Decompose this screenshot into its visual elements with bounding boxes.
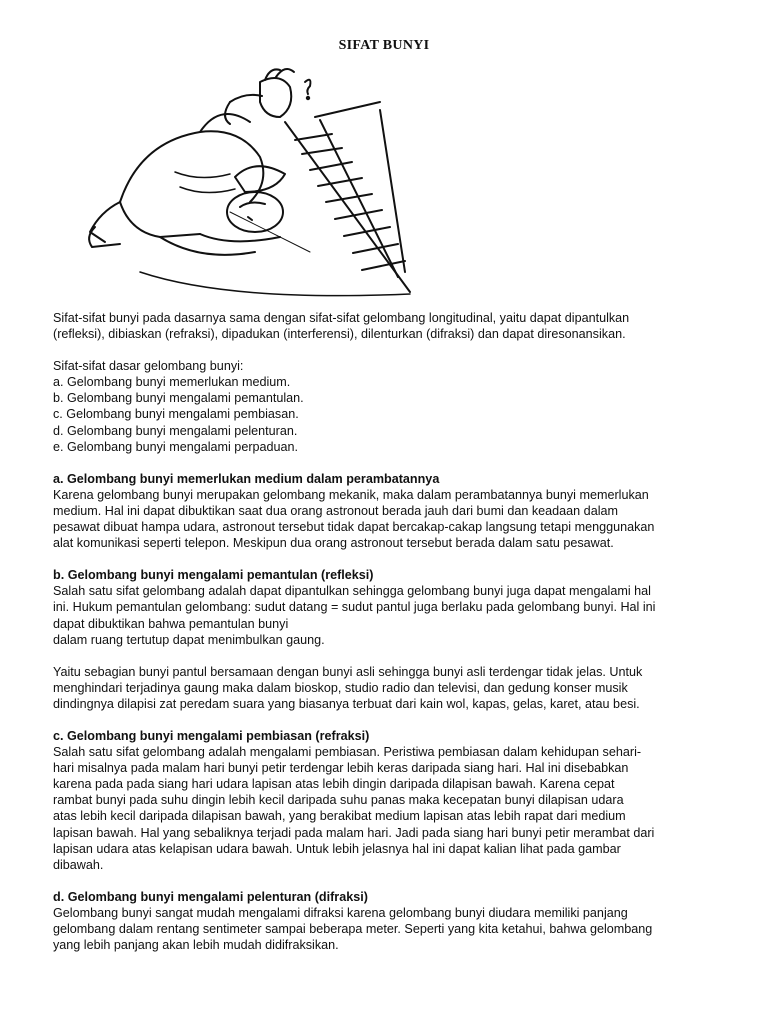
section-a-line: pesawat dibuat hampa udara, astronout tersebut tidak dapat bercakap-cakap langsung tetapi menggunakan xyxy=(53,520,655,535)
list-heading: Sifat-sifat dasar gelombang bunyi: xyxy=(53,359,244,374)
section-b-heading: b. Gelombang bunyi mengalami pemantulan (refleksi) xyxy=(53,568,374,583)
rail-right xyxy=(315,102,380,117)
illustration-man-listening-to-rail xyxy=(80,62,420,302)
section-b-line: dapat dibuktikan bahwa pemantulan bunyi xyxy=(53,616,289,631)
section-c xyxy=(53,728,718,873)
section-c-line: hari misalnya pada malam hari bunyi petir terdengar lebih keras daripada siang hari. Hal ini disebabkan xyxy=(53,761,629,776)
section-a-heading: a. Gelombang bunyi memerlukan medium dalam perambatannya xyxy=(53,471,440,486)
section-c-line: karena pada pada siang hari udara lapisan atas lebih dingin daripada dilapisan bawah. Karena cepat xyxy=(53,777,615,792)
intro-line: (refleksi), dibiaskan (refraksi), dipadukan (interferensi), dilenturkan (difraksi) dan dapat diresonansikan. xyxy=(53,327,626,342)
section-a-line: medium. Hal ini dapat dibuktikan saat dua orang astronout berada jauh dari bumi dan keadaan dalam xyxy=(53,503,618,518)
basic-properties-list xyxy=(53,358,718,455)
section-c-line: rambat bunyi pada suhu dingin lebih kecil daripada suhu panas maka kecepatan bunyi dilapisan udara xyxy=(53,793,624,808)
section-c-line: atas lebih kecil daripada dilapisan bawah, yang berakibat medium lapisan atas lebih rapat dari medium xyxy=(53,809,626,824)
intro-line: Sifat-sifat bunyi pada dasarnya sama dengan sifat-sifat gelombang longitudinal, yaitu dapat dipantulkan xyxy=(53,311,630,325)
page-title: SIFAT BUNYI xyxy=(338,38,430,53)
intro-paragraph xyxy=(53,310,718,342)
list-item: a. Gelombang bunyi memerlukan medium. xyxy=(53,375,291,390)
list-item: e. Gelombang bunyi mengalami perpaduan. xyxy=(53,439,299,454)
section-c-heading: c. Gelombang bunyi mengalami pembiasan (refraksi) xyxy=(53,728,370,743)
section-b-line: ini. Hukum pemantulan gelombang: sudut datang = sudut pantul juga berlaku pada gelombang bunyi. Hal ini xyxy=(53,600,656,615)
section-b-p2-line: menghindari terjadinya gaung maka dalam bioskop, studio radio dan televisi, dan gedung konser musik xyxy=(53,680,628,695)
section-b-p2-line: dindingnya dilapisi zat peredam suara yang biasanya terbuat dari kain wol, kapas, gelas, karet, atau besi. xyxy=(53,696,640,711)
section-d xyxy=(53,889,718,953)
section-c-line: Salah satu sifat gelombang adalah mengalami pembiasan. Peristiwa pembiasan dalam kehidupan sehari- xyxy=(53,745,642,760)
section-b xyxy=(53,567,718,647)
rail-left xyxy=(285,122,410,292)
section-d-line: gelombang dalam rentang sentimeter sampai beberapa meter. Seperti yang kita ketahui, bahwa gelombang xyxy=(53,922,653,936)
section-d-line: Gelombang bunyi sangat mudah mengalami difraksi karena gelombang bunyi diudara memiliki panjang xyxy=(53,905,628,920)
section-a-line: alat komunikasi seperti telepon. Meskipun dua orang astronout tersebut berada dalam satu pesawat. xyxy=(53,536,614,551)
goat-head xyxy=(260,78,291,117)
section-c-line: lapisan udara atas kelapisan udara bawah. Untuk lebih jelasnya hal ini dapat kalian lihat pada gambar xyxy=(53,841,621,856)
list-item: d. Gelombang bunyi mengalami pelenturan. xyxy=(53,423,298,438)
section-b-p2-line: Yaitu sebagian bunyi pantul bersamaan dengan bunyi asli sehingga bunyi asli terdengar tidak jelas. Untuk xyxy=(53,664,643,679)
section-b-line: Salah satu sifat gelombang adalah dapat dipantulkan sehingga gelombang bunyi juga dapat mengalami hal xyxy=(53,584,651,599)
section-d-line: yang lebih panjang akan lebih mudah didifraksikan. xyxy=(53,938,339,953)
section-b-line: dalam ruang tertutup dapat menimbulkan gaung. xyxy=(53,632,325,647)
section-a xyxy=(53,471,718,551)
document-body xyxy=(53,310,718,969)
list-item: b. Gelombang bunyi mengalami pemantulan. xyxy=(53,391,304,406)
section-c-line: lapisan bawah. Hal yang sebaliknya terjadi pada malam hari. Jadi pada siang hari bunyi petir merambat dari xyxy=(53,825,655,840)
list-item: c. Gelombang bunyi mengalami pembiasan. xyxy=(53,407,299,422)
section-c-line: dibawah. xyxy=(53,857,104,872)
section-a-line: Karena gelombang bunyi merupakan gelombang mekanik, maka dalam perambatannya bunyi memerlukan xyxy=(53,487,649,502)
section-d-heading: d. Gelombang bunyi mengalami pelenturan (difraksi) xyxy=(53,889,368,904)
section-b-paragraph-2 xyxy=(53,664,718,712)
